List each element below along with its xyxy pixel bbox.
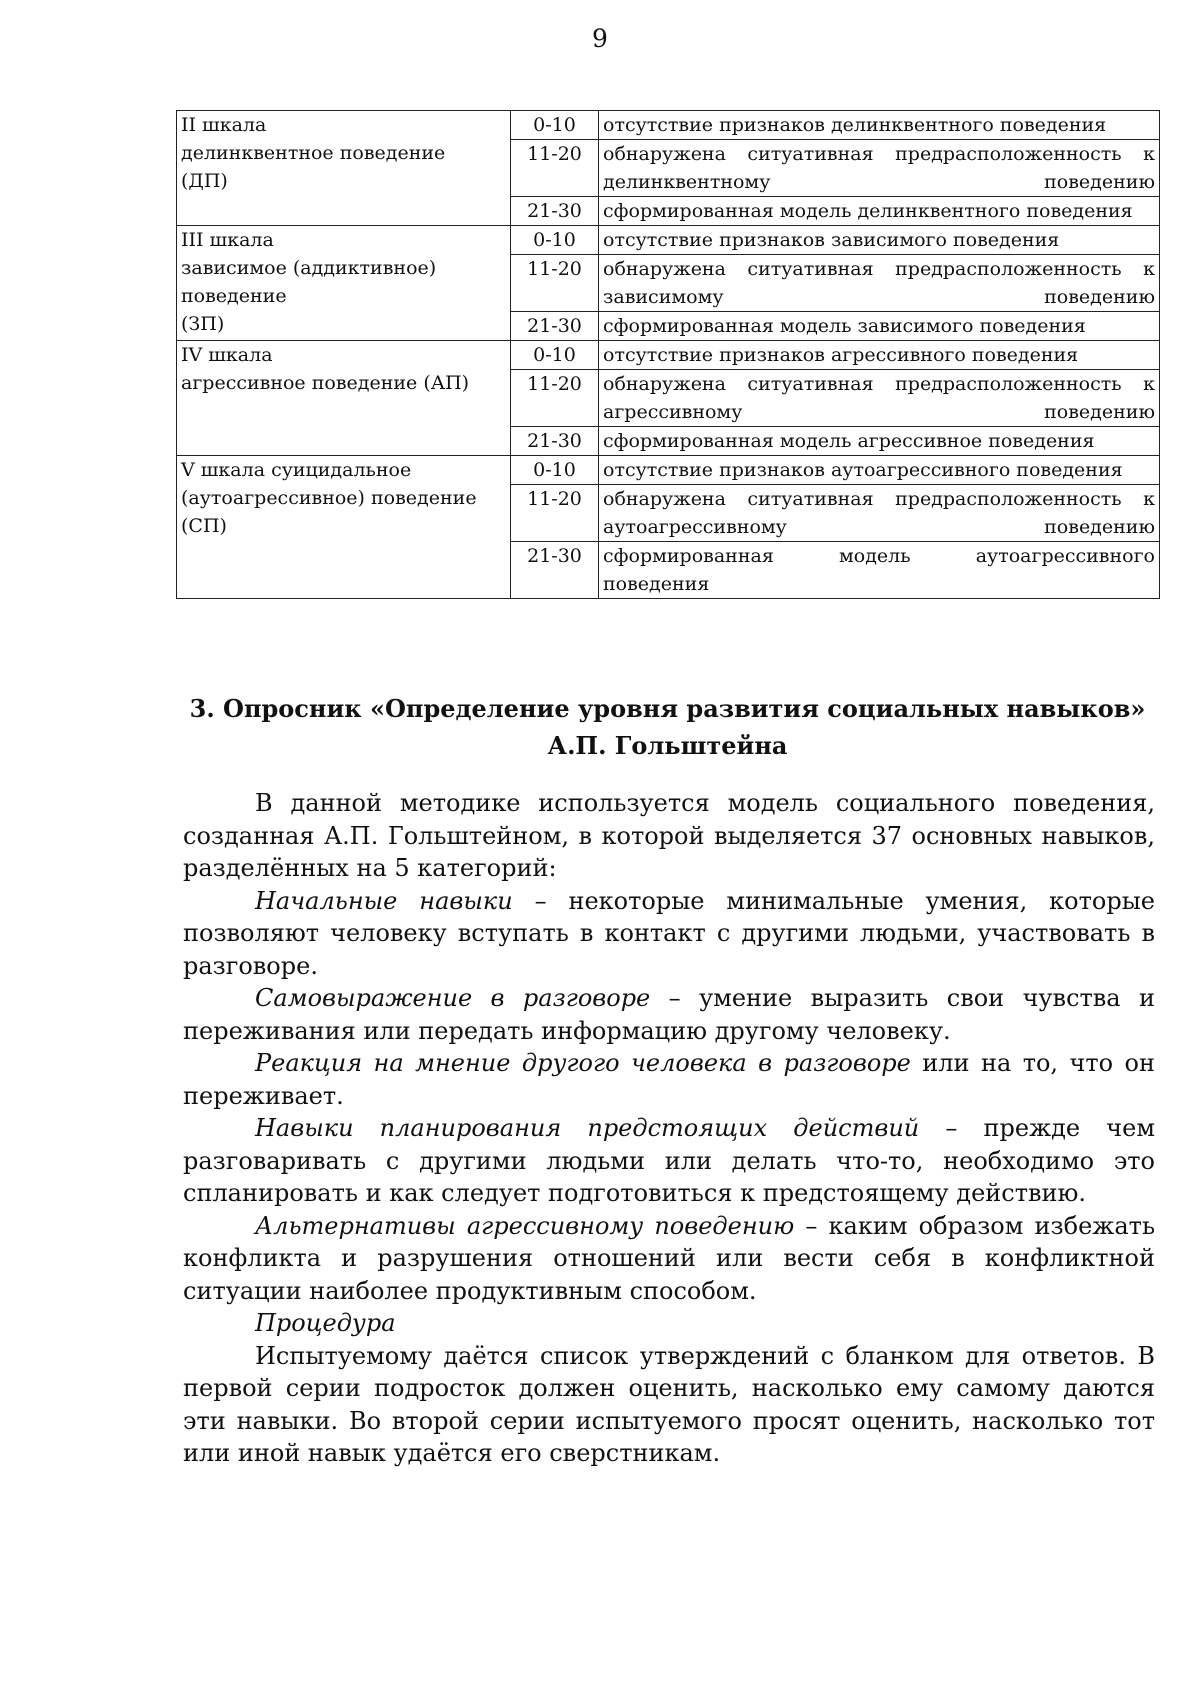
table-row: [177, 226, 1160, 255]
description-line: обнаружена ситуативная предрасположенность к: [603, 143, 1155, 165]
table-row: [177, 456, 1160, 485]
table-row: [177, 111, 1160, 140]
description-line: аутоагрессивному поведению: [603, 516, 1155, 538]
category-text: или на то, что он переживает.: [183, 1049, 1155, 1110]
scale-name-line: IV шкала: [181, 344, 273, 366]
scale-name-line: (СП): [181, 515, 227, 537]
scale-name-cell: [177, 456, 511, 599]
score-range: 0-10: [511, 226, 599, 255]
category-term: Реакция на мнение другого человека в разговоре: [255, 1049, 911, 1077]
score-description: отсутствие признаков зависимого поведения: [599, 226, 1160, 255]
procedure-paragraph: Испытуемому даётся список утверждений с бланком для ответов. В первой серии подросток должен оценить, насколько ему самому даются эти навыки. Во второй серии испытуемого просят оценить, насколько тот или иной навык удаётся его сверстникам.: [183, 1341, 1155, 1467]
category-text: – некоторые минимальные умения, которые позволяют человеку вступать в контакт с другими людьми, участвовать в разговоре.: [183, 886, 1156, 980]
category-term: Навыки планирования предстоящих действий: [255, 1114, 920, 1142]
category-text: – прежде чем разговаривать с другими людьми или делать что-то, необходимо это спланировать и как следует подготовиться к предстоящему действию.: [183, 1114, 1156, 1207]
description-line: обнаружена ситуативная предрасположенность к: [603, 373, 1155, 395]
score-description: [599, 542, 1160, 599]
intro-paragraph: В данной методике используется модель социального поведения, созданная А.П. Гольштейном, в которой выделяется 37 основных навыков, разделённых на 5 категорий:: [183, 789, 1155, 882]
scale-name-line: агрессивное поведение (АП): [181, 372, 470, 394]
description-line: поведения: [603, 573, 710, 595]
score-range: 0-10: [511, 341, 599, 370]
score-description: сформированная модель делинквентного поведения: [599, 197, 1160, 226]
category-term: Начальные навыки: [255, 886, 513, 915]
scale-name-line: (аутоагрессивное) поведение: [181, 487, 477, 509]
category-text: – каким образом избежать конфликта и разрушения отношений или вести себя в конфликтной ситуации наиболее продуктивным способом.: [183, 1211, 1156, 1305]
scales-table: [176, 110, 1160, 599]
scale-name-line: II шкала: [181, 114, 267, 136]
description-line: обнаружена ситуативная предрасположенность к: [603, 488, 1155, 510]
description-line: делинквентному поведению: [603, 171, 1155, 193]
scale-name-line: V шкала суицидальное: [181, 459, 412, 481]
category-paragraph: [183, 982, 1155, 1047]
category-term: Альтернативы агрессивному поведению: [255, 1211, 795, 1240]
scale-name-cell: [177, 341, 511, 456]
section-title: [176, 690, 1159, 764]
category-term: Самовыражение в разговоре: [255, 984, 651, 1012]
score-description: сформированная модель агрессивное поведения: [599, 427, 1160, 456]
score-range: 21-30: [511, 542, 599, 599]
scale-name-cell: [177, 226, 511, 341]
description-line: агрессивному поведению: [603, 401, 1155, 423]
category-text: – умение выразить свои чувства и переживания или передать информацию другому человеку.: [183, 984, 1156, 1045]
score-range: 11-20: [511, 140, 599, 197]
score-description: отсутствие признаков делинквентного поведения: [599, 111, 1160, 140]
category-paragraph: [183, 1210, 1155, 1308]
description-line: обнаружена ситуативная предрасположенность к: [603, 258, 1155, 280]
score-range: 0-10: [511, 111, 599, 140]
table-row: [177, 341, 1160, 370]
score-description: сформированная модель зависимого поведения: [599, 312, 1160, 341]
scale-name-line: III шкала: [181, 229, 274, 251]
description-line: зависимому поведению: [603, 286, 1155, 308]
score-description: [599, 255, 1160, 312]
scale-name-line: (ЗП): [181, 313, 225, 335]
scale-name-line: зависимое (аддиктивное): [181, 257, 437, 279]
score-description: [599, 485, 1160, 542]
score-range: 11-20: [511, 255, 599, 312]
score-range: 11-20: [511, 485, 599, 542]
category-paragraph: [183, 1112, 1155, 1210]
scale-name-cell: [177, 111, 511, 226]
description-line: сформированная модель аутоагрессивного: [603, 545, 1155, 567]
page-number: 9: [592, 24, 608, 53]
score-range: 0-10: [511, 456, 599, 485]
score-description: [599, 370, 1160, 427]
procedure-heading-paragraph: [183, 1307, 1155, 1340]
score-range: 11-20: [511, 370, 599, 427]
score-range: 21-30: [511, 197, 599, 226]
score-range: 21-30: [511, 312, 599, 341]
score-description: [599, 140, 1160, 197]
section-title-line: 3. Опросник «Определение уровня развития социальных навыков»: [189, 694, 1146, 723]
procedure-heading: Процедура: [255, 1309, 396, 1337]
score-description: отсутствие признаков агрессивного поведения: [599, 341, 1160, 370]
score-description: отсутствие признаков аутоагрессивного поведения: [599, 456, 1160, 485]
section-body: [183, 787, 1155, 1470]
section-title-line: А.П. Гольштейна: [547, 731, 788, 760]
category-paragraph: [183, 1047, 1155, 1112]
scale-name-line: (ДП): [181, 170, 228, 192]
category-paragraph: [183, 885, 1155, 983]
scale-name-line: поведение: [181, 285, 287, 307]
scale-name-line: делинквентное поведение: [181, 142, 446, 164]
score-range: 21-30: [511, 427, 599, 456]
